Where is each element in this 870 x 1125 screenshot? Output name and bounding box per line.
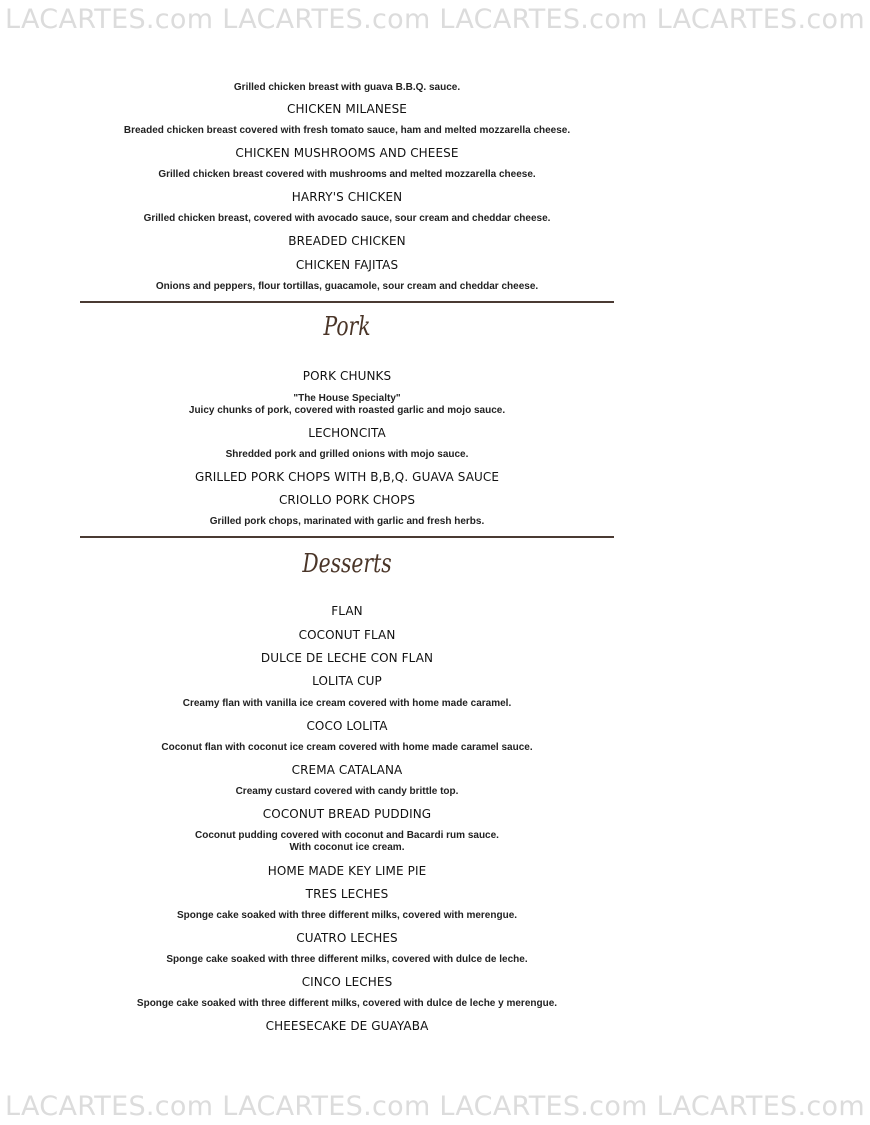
menu-item-cuatro-leches: CUATRO LECHES xyxy=(296,931,398,945)
item-description: Sponge cake soaked with three different milks, covered with dulce de leche. xyxy=(166,954,528,965)
item-description: Breaded chicken breast covered with fresh tomato sauce, ham and melted mozzarella cheese. xyxy=(123,125,571,136)
menu-item-harrys-chicken: HARRY'S CHICKEN xyxy=(291,190,403,204)
item-description: Creamy flan with vanilla ice cream covered with home made caramel. xyxy=(182,698,512,709)
menu-item-chicken-milanese: CHICKEN MILANESE xyxy=(287,102,407,116)
menu-item-cinco-leches: CINCO LECHES xyxy=(301,975,393,989)
menu-item-breaded-chicken: BREADED CHICKEN xyxy=(288,234,406,248)
item-description: Sponge cake soaked with three different milks, covered with dulce de leche y merengue. xyxy=(136,998,558,1009)
item-description: Grilled chicken breast with guava B.B.Q. sauce. xyxy=(233,82,461,93)
section-divider xyxy=(80,536,614,538)
item-description: Onions and peppers, flour tortillas, guacamole, sour cream and cheddar cheese. xyxy=(155,281,539,292)
menu-item-coconut-bread-pudding: COCONUT BREAD PUDDING xyxy=(262,807,432,821)
item-description: Coconut pudding covered with coconut and Bacardi rum sauce. xyxy=(195,830,499,841)
item-description: Grilled pork chops, marinated with garlic and fresh herbs. xyxy=(209,516,485,527)
item-description: Coconut flan with coconut ice cream covered with home made caramel sauce. xyxy=(161,742,533,753)
menu-item-cheesecake-de-guayaba: CHEESECAKE DE GUAYABA xyxy=(265,1019,429,1033)
section-divider xyxy=(80,301,614,303)
item-description: Grilled chicken breast, covered with avocado sauce, sour cream and cheddar cheese. xyxy=(143,213,551,224)
menu-page xyxy=(80,0,614,1125)
menu-item-coconut-flan: COCONUT FLAN xyxy=(298,628,396,642)
menu-item-tres-leches: TRES LECHES xyxy=(305,887,389,901)
item-description: "The House Specialty" xyxy=(293,393,401,404)
menu-item-chicken-mushrooms-and-cheese: CHICKEN MUSHROOMS AND CHEESE xyxy=(235,146,459,160)
menu-item-criollo-pork-chops: CRIOLLO PORK CHOPS xyxy=(278,493,416,507)
watermark-top: LACARTES.com LACARTES.com LACARTES.com LACARTES.com xyxy=(5,4,865,35)
item-description: With coconut ice cream. xyxy=(289,842,405,853)
menu-item-crema-catalana: CREMA CATALANA xyxy=(291,763,403,777)
menu-item-chicken-fajitas: CHICKEN FAJITAS xyxy=(295,258,399,272)
menu-item-lolita-cup: LOLITA CUP xyxy=(312,674,382,688)
item-description: Creamy custard covered with candy brittle top. xyxy=(235,786,459,797)
menu-item-key-lime-pie: HOME MADE KEY LIME PIE xyxy=(267,864,427,878)
watermark-bottom: LACARTES.com LACARTES.com LACARTES.com LACARTES.com xyxy=(5,1091,865,1122)
item-description: Sponge cake soaked with three different milks, covered with merengue. xyxy=(176,910,518,921)
item-description: Juicy chunks of pork, covered with roasted garlic and mojo sauce. xyxy=(188,405,506,416)
menu-item-dulce-de-leche-con-flan: DULCE DE LECHE CON FLAN xyxy=(260,651,434,665)
menu-item-coco-lolita: COCO LOLITA xyxy=(306,719,388,733)
item-description: Shredded pork and grilled onions with mojo sauce. xyxy=(225,449,469,460)
section-heading-desserts: Desserts xyxy=(302,549,392,579)
menu-item-lechoncita: LECHONCITA xyxy=(308,426,386,440)
menu-item-pork-chunks: PORK CHUNKS xyxy=(302,369,392,383)
item-description: Grilled chicken breast covered with mushrooms and melted mozzarella cheese. xyxy=(158,169,536,180)
menu-item-flan: FLAN xyxy=(331,604,363,618)
menu-item-grilled-pork-chops: GRILLED PORK CHOPS WITH B,B,Q. GUAVA SAUCE xyxy=(194,470,500,484)
section-heading-pork: Pork xyxy=(323,312,371,342)
